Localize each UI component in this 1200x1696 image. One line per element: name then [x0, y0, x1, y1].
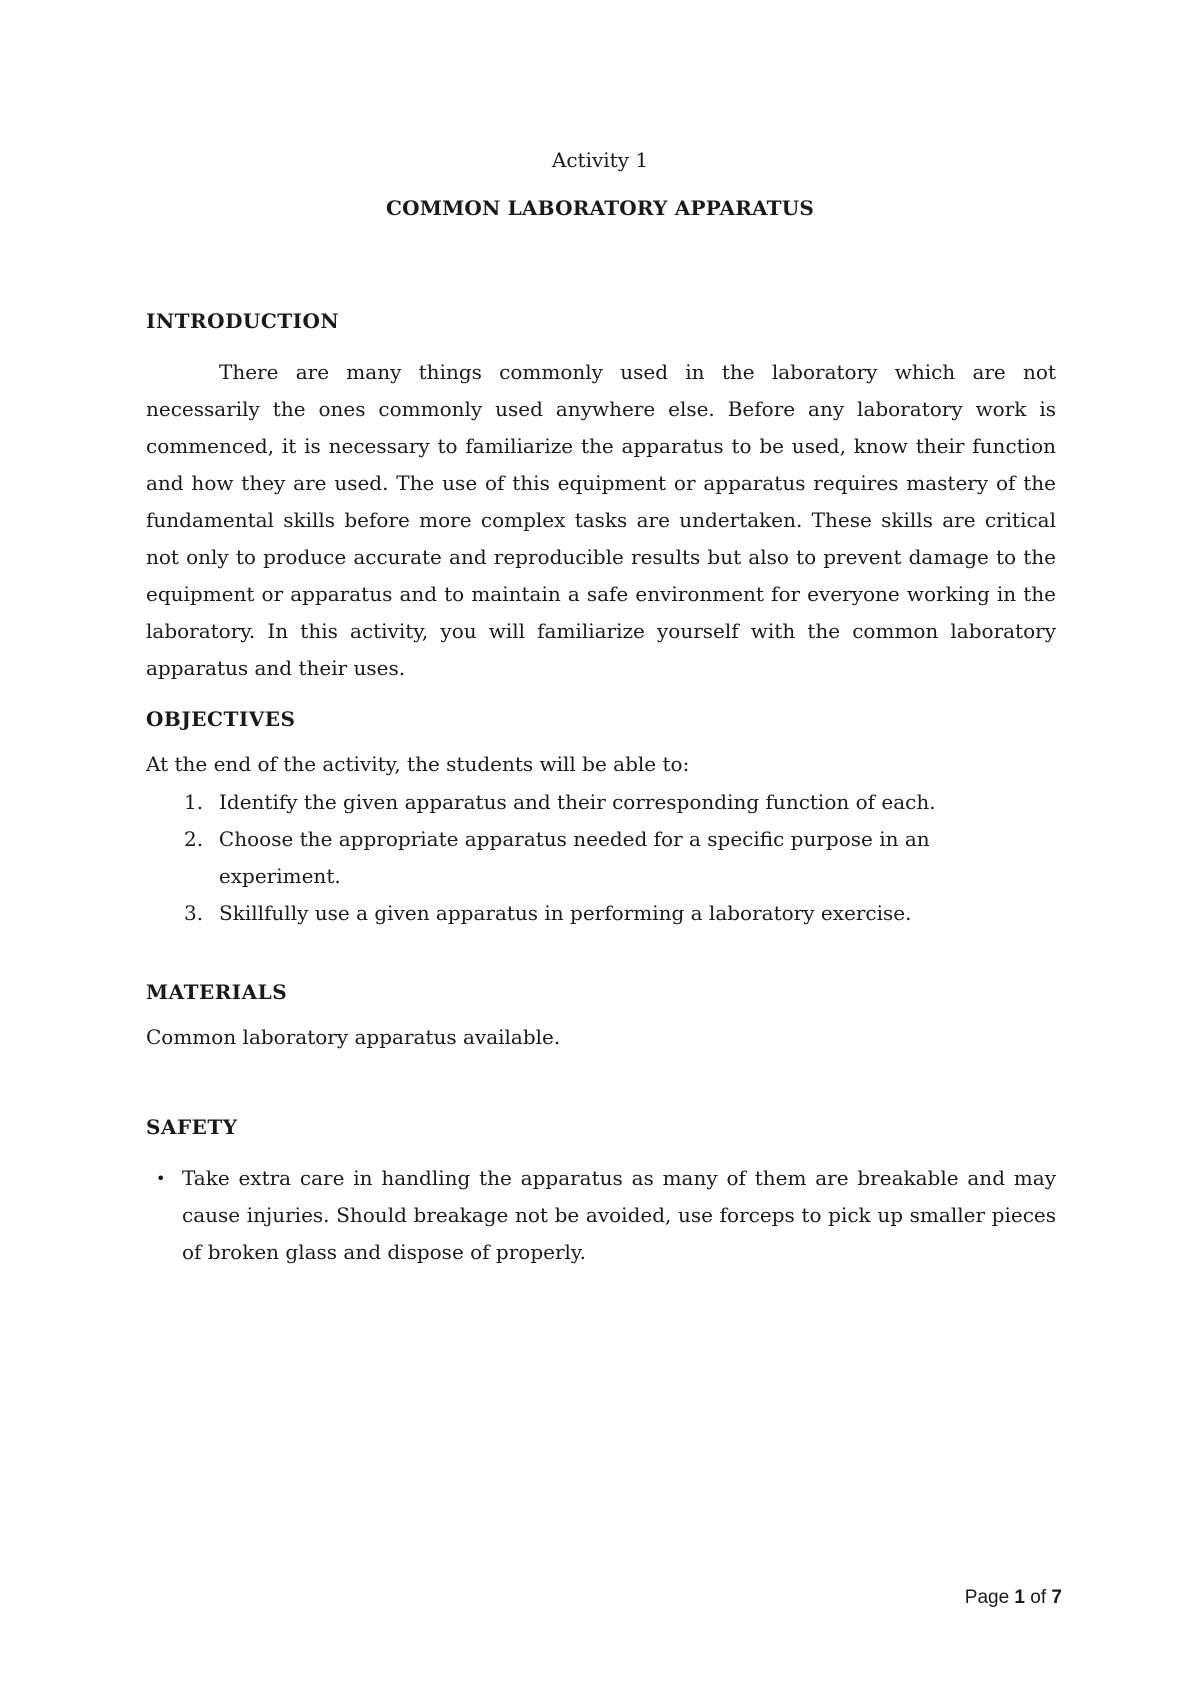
list-item	[146, 1160, 1056, 1271]
list-item-text: Skillfully use a given apparatus in performing a laboratory exercise.	[219, 901, 912, 925]
list-item-number: 3.	[184, 901, 204, 925]
list-item-text: Choose the appropriate apparatus needed for a specific purpose in an experiment.	[218, 827, 930, 888]
of-word: of	[1030, 1587, 1047, 1608]
document-title: COMMON LABORATORY APPARATUS	[385, 196, 815, 220]
list-item	[146, 821, 1056, 895]
list-item-number: 1.	[184, 790, 204, 814]
current-page-number: 1	[1014, 1587, 1025, 1608]
materials-text: Common laboratory apparatus available.	[146, 1025, 561, 1049]
safety-list	[146, 1160, 1056, 1271]
objectives-list	[146, 784, 1056, 932]
introduction-heading: INTRODUCTION	[146, 309, 340, 333]
introduction-paragraph: There are many things commonly used in the laboratory which are not necessarily the ones commonly used anywhere else. Before any laboratory work is commenced, it is necessary to familiarize the apparatus to be used, know their function and how they are used. The use of this equipment or apparatus requires mastery of the fundamental skills before more complex tasks are undertaken. These skills are critical not only to produce accurate and reproducible results but also to prevent damage to the equipment or apparatus and to maintain a safe environment for everyone working in the laboratory. In this activity, you will familiarize yourself with the common laboratory apparatus and their uses.	[146, 360, 1056, 680]
list-item-text: Identify the given apparatus and their corresponding function of each.	[219, 790, 936, 814]
objectives-lead: At the end of the activity, the students will be able to:	[146, 752, 690, 776]
page-number-footer	[965, 1587, 1062, 1609]
safety-heading: SAFETY	[146, 1115, 238, 1139]
bullet-icon: •	[156, 1169, 166, 1188]
list-item-number: 2.	[184, 827, 204, 851]
materials-heading: MATERIALS	[146, 980, 288, 1004]
list-item-text: Take extra care in handling the apparatus as many of them are breakable and may cause injuries. Should breakage not be avoided, use forceps to pick up smaller pieces of broken glass and dispose of properly.	[182, 1166, 1056, 1264]
list-item	[146, 784, 1056, 821]
list-item	[146, 895, 1056, 932]
page-word: Page	[964, 1587, 1010, 1608]
activity-label: Activity 1	[551, 148, 649, 172]
total-page-number: 7	[1051, 1587, 1062, 1608]
objectives-heading: OBJECTIVES	[146, 707, 296, 731]
